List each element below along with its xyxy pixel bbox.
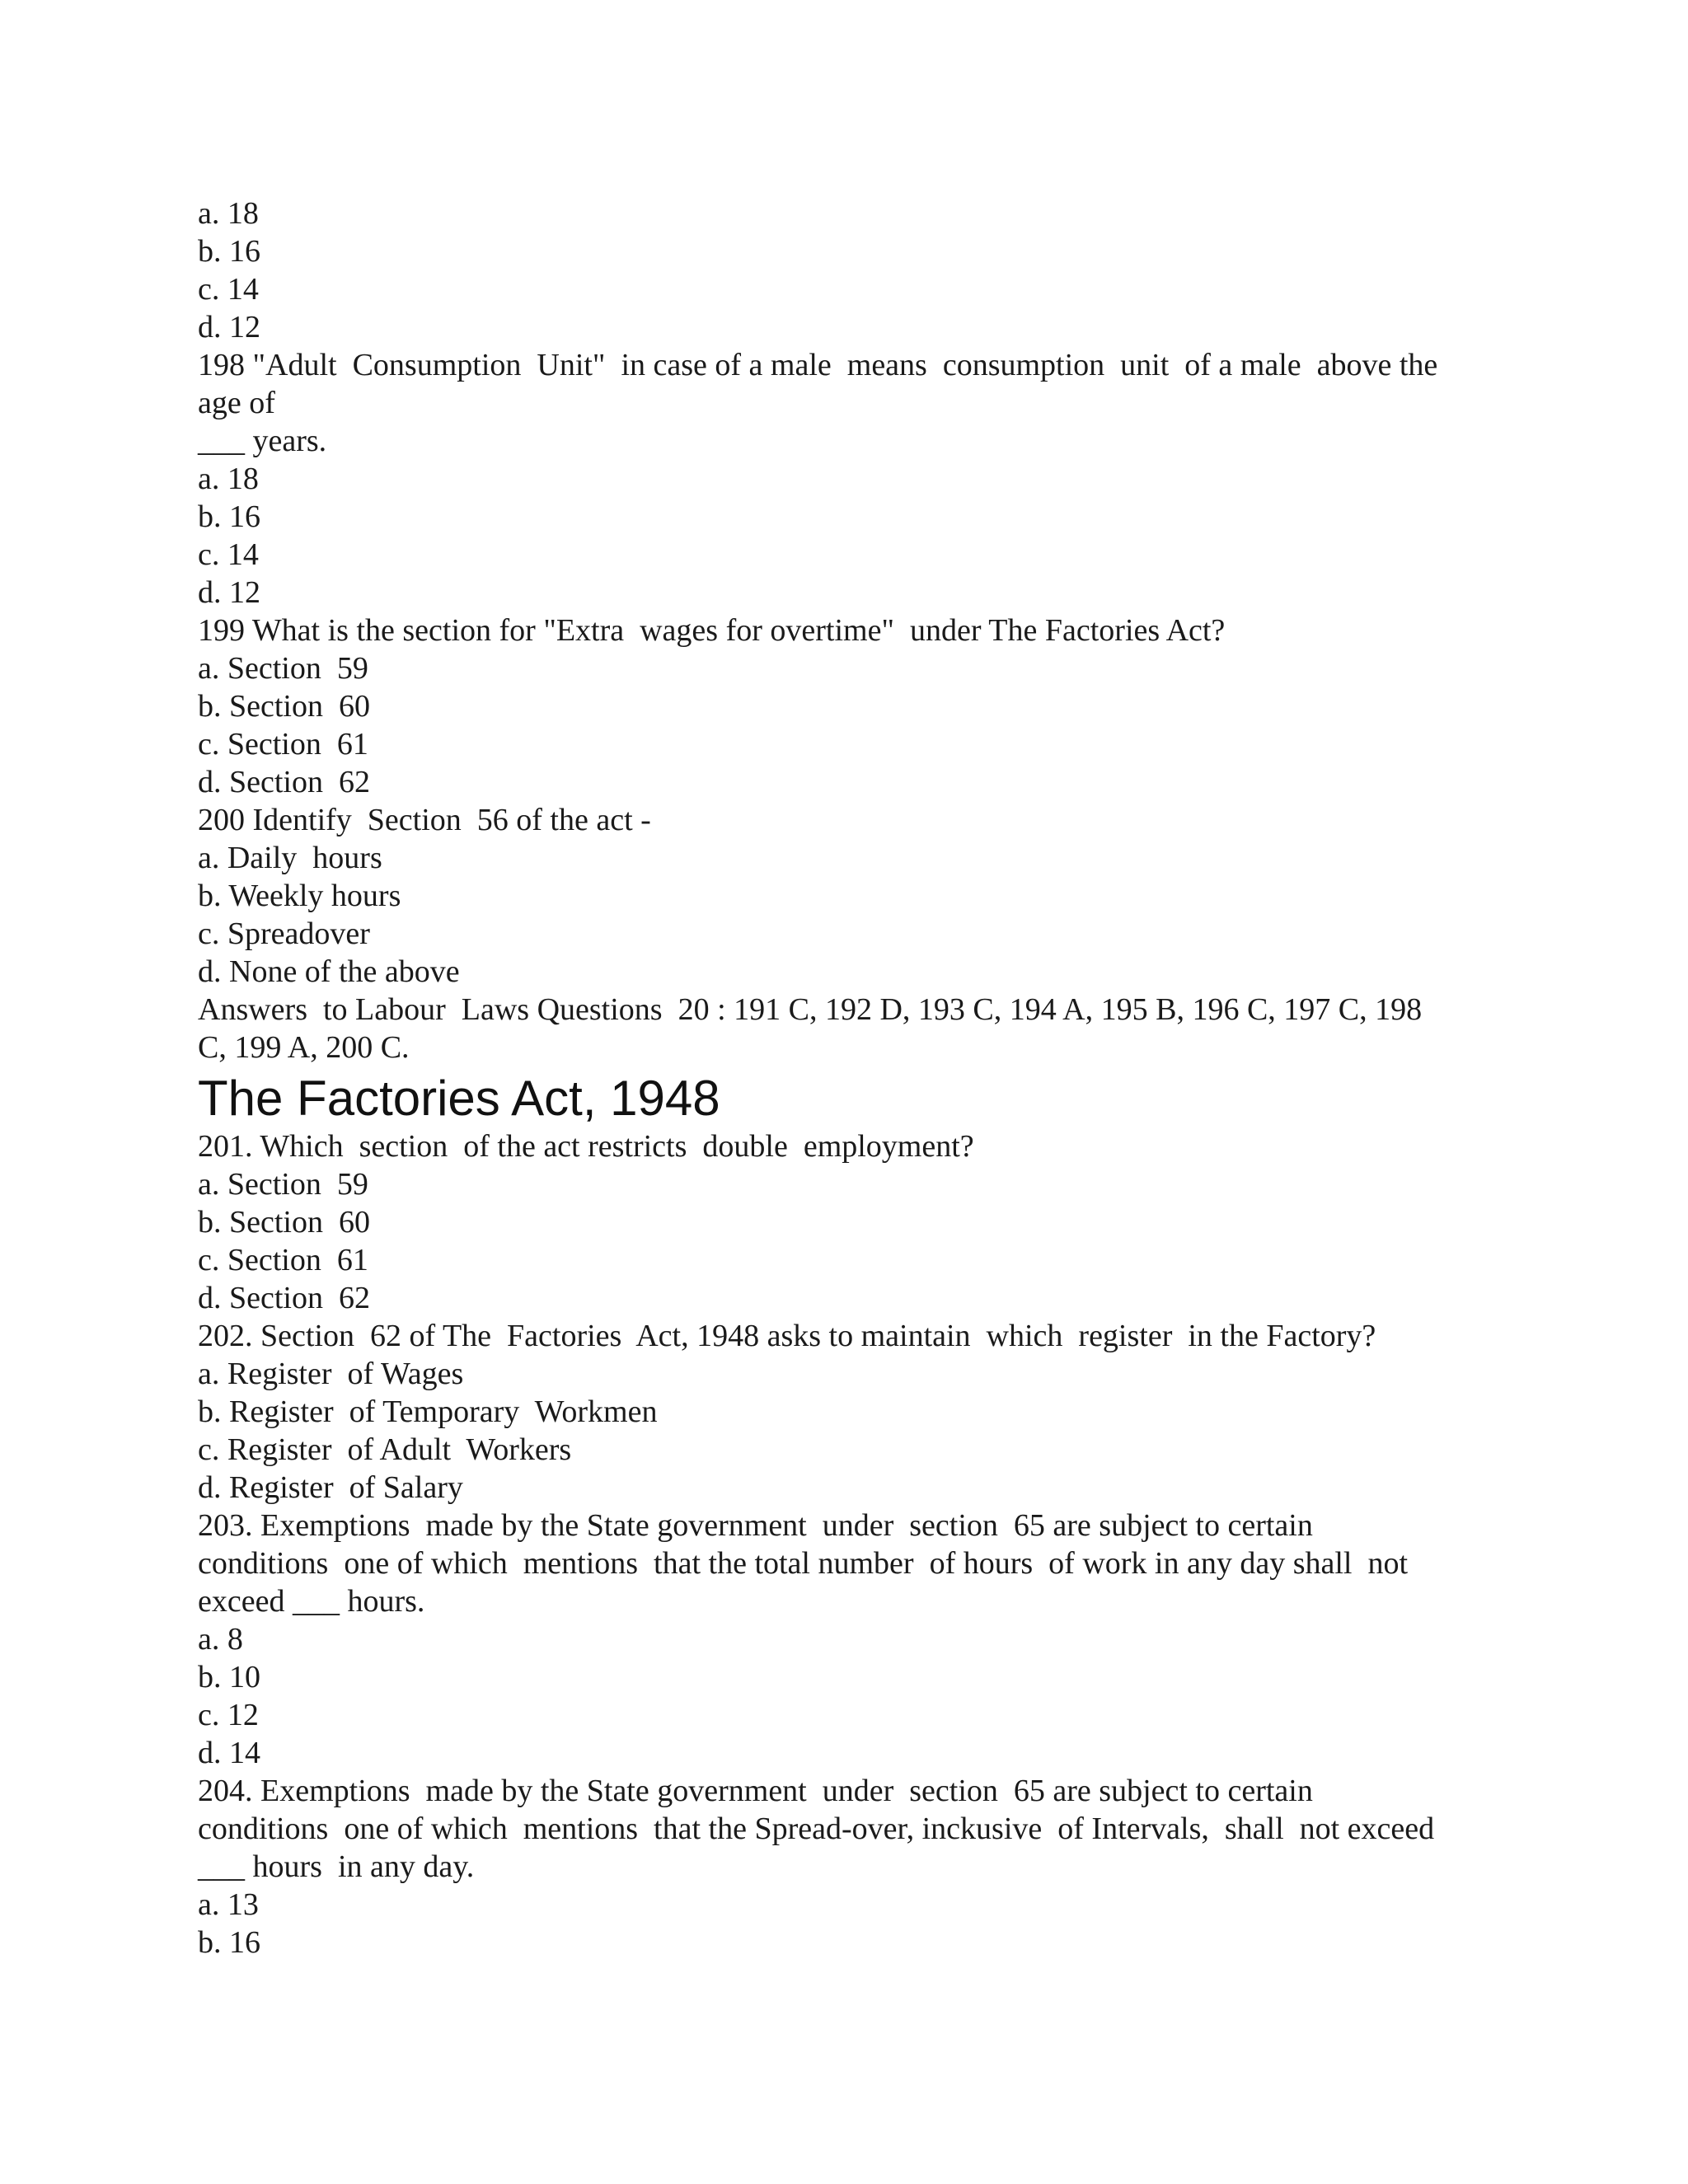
text-line: d. 12 <box>198 310 260 344</box>
section-heading: The Factories Act, 1948 <box>198 1071 720 1126</box>
text-line: 200 Identify Section 56 of the act - <box>198 803 651 837</box>
text-line: a. 18 <box>198 196 259 231</box>
text-line: 203. Exemptions made by the State government under section 65 are subject to certain <box>198 1508 1313 1543</box>
text-line: c. Section 61 <box>198 727 368 762</box>
text-line: b. 16 <box>198 1925 260 1960</box>
text-line: 202. Section 62 of The Factories Act, 1948 asks to maintain which register in the Factory? <box>198 1319 1376 1353</box>
page-content <box>198 194 1484 1961</box>
text-line: c. Register of Adult Workers <box>198 1432 572 1467</box>
text-line: b. 16 <box>198 499 260 534</box>
text-line: b. Section 60 <box>198 1205 370 1240</box>
text-line: b. 10 <box>198 1660 260 1694</box>
text-line: d. Register of Salary <box>198 1470 463 1505</box>
text-line: d. Section 62 <box>198 1281 370 1315</box>
text-line: d. 14 <box>198 1736 260 1770</box>
text-line: Answers to Labour Laws Questions 20 : 191 C, 192 D, 193 C, 194 A, 195 B, 196 C, 197 C, 198 <box>198 992 1423 1027</box>
text-line: c. 12 <box>198 1698 259 1732</box>
text-line: exceed ___ hours. <box>198 1584 425 1619</box>
text-line: a. Register of Wages <box>198 1357 464 1391</box>
text-line: c. Section 61 <box>198 1243 368 1277</box>
text-line: b. 16 <box>198 234 260 269</box>
text-line: a. Daily hours <box>198 841 382 875</box>
text-line: a. 18 <box>198 462 259 496</box>
text-line: 198 "Adult Consumption Unit" in case of a male means consumption unit of a male above the <box>198 348 1438 382</box>
text-line: conditions one of which mentions that the total number of hours of work in any day shall not <box>198 1546 1409 1581</box>
text-line: c. 14 <box>198 272 259 307</box>
text-line: a. Section 59 <box>198 651 368 686</box>
text-line: age of <box>198 386 275 420</box>
question-block-top <box>198 194 1484 1066</box>
text-line: 204. Exemptions made by the State government under section 65 are subject to certain <box>198 1774 1313 1808</box>
question-block-bottom <box>198 1127 1484 1961</box>
text-line: 201. Which section of the act restricts double employment? <box>198 1129 974 1164</box>
text-line: ___ hours in any day. <box>198 1849 475 1884</box>
text-line: a. 13 <box>198 1887 259 1922</box>
text-line: a. Section 59 <box>198 1167 368 1202</box>
text-line: C, 199 A, 200 C. <box>198 1030 410 1065</box>
text-line: d. 12 <box>198 575 260 610</box>
text-line: b. Section 60 <box>198 689 370 724</box>
text-line: c. Spreadover <box>198 916 370 951</box>
text-line: d. Section 62 <box>198 765 370 799</box>
text-line: a. 8 <box>198 1622 243 1657</box>
text-line: c. 14 <box>198 537 259 572</box>
text-line: d. None of the above <box>198 954 460 989</box>
text-line: 199 What is the section for "Extra wages for overtime" under The Factories Act? <box>198 613 1226 648</box>
text-line: b. Register of Temporary Workmen <box>198 1394 658 1429</box>
text-line: ___ years. <box>198 424 327 458</box>
text-line: conditions one of which mentions that the Spread-over, inckusive of Intervals, shall not exceed <box>198 1811 1435 1846</box>
text-line: b. Weekly hours <box>198 879 401 913</box>
